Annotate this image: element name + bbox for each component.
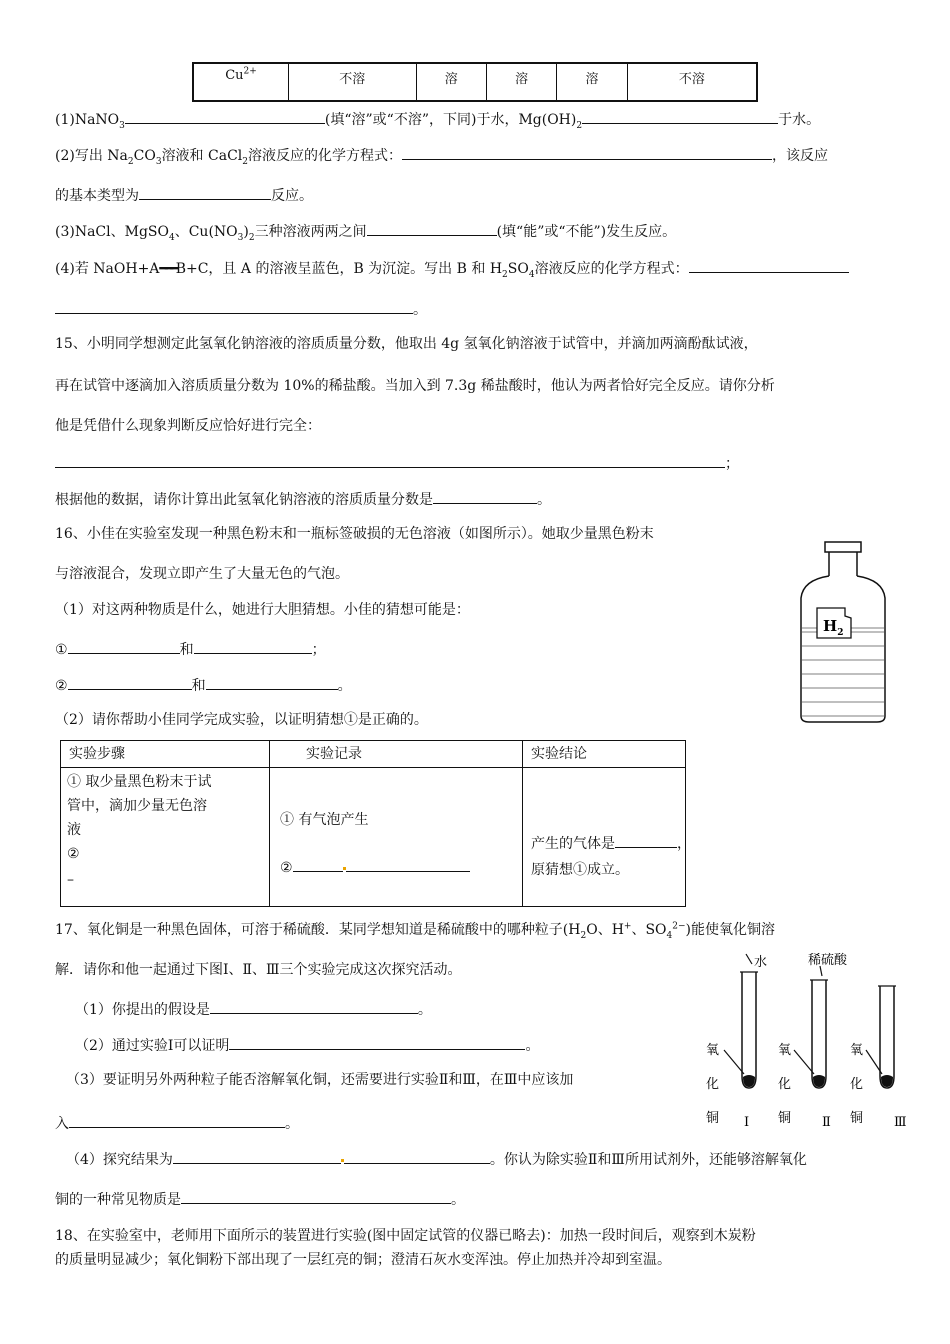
label-roman: Ⅰ: [744, 1115, 750, 1130]
answer-blank[interactable]: [346, 856, 470, 872]
q16-guess1: [55, 638, 326, 660]
subscript: 2: [502, 269, 508, 280]
answer-blank[interactable]: [689, 257, 849, 273]
q17-part3: （3）要证明另外两种粒子能否溶解氧化铜，还需要进行实验Ⅱ和Ⅲ，在Ⅲ中应该加: [66, 1072, 574, 1088]
answer-blank[interactable]: [210, 998, 418, 1014]
text: (1)NaNO: [55, 112, 120, 128]
text: (2)写出 Na: [55, 148, 128, 164]
answer-blank[interactable]: [181, 1188, 451, 1204]
subscript: 3: [237, 232, 244, 243]
answer-blank[interactable]: [68, 674, 192, 690]
subscript: 4: [528, 269, 535, 280]
text: ①: [55, 642, 68, 658]
label-water: 水: [754, 955, 768, 970]
text: 。你认为除实验Ⅱ和Ⅲ所用试剂外，还能够溶解氧化: [489, 1152, 807, 1168]
text: 铜的一种常见物质是: [55, 1192, 181, 1208]
subscript: 4: [168, 232, 175, 243]
text: （4）探究结果为: [66, 1152, 173, 1168]
test-tube-3: [850, 986, 907, 1130]
text: （2）通过实验Ⅰ可以证明: [75, 1038, 230, 1054]
record-line-2: [280, 856, 470, 880]
conclusion-line-1: [531, 832, 691, 856]
superscript: +: [623, 921, 632, 932]
q17-part4: [66, 1148, 807, 1170]
reaction-arrow: ━━━: [159, 261, 176, 277]
q15-line1: 15、小明同学想测定此氢氧化钠溶液的溶质质量分数，他取出 4g 氢氧化钠溶液于试管中，并滴加两滴酚酞试液，: [55, 336, 758, 352]
text: (4)若 NaOH+A: [55, 261, 160, 277]
answer-blank[interactable]: [55, 298, 413, 314]
subscript: 3: [155, 156, 162, 167]
step-line: 液: [67, 822, 81, 838]
text: 和: [179, 642, 194, 658]
q17-line2: 解．请你和他一起通过下图Ⅰ、Ⅱ、Ⅲ三个实验完成这次探究活动。: [55, 962, 462, 978]
solubility-cell: 溶: [416, 63, 486, 101]
text: 三种溶液两两之间: [254, 224, 367, 240]
q14-part2: [55, 144, 828, 166]
label-cuo: 氧: [850, 1043, 864, 1058]
text: O、H: [586, 922, 624, 938]
text: B+C，且 A 的溶液呈蓝色，B 为沉淀。写出 B 和 H: [175, 261, 503, 277]
text: ，该反应: [772, 148, 828, 164]
subscript: 2: [127, 156, 134, 167]
answer-blank[interactable]: [68, 638, 180, 654]
text: ；: [311, 642, 326, 658]
text: ②: [280, 860, 293, 876]
text: 于水。: [778, 112, 821, 128]
solubility-cell: 不溶: [289, 63, 417, 101]
answer-blank[interactable]: [615, 832, 677, 848]
step-line: 管中，滴加少量无色溶: [67, 798, 207, 814]
q16-line3: （1）对这两种物质是什么，她进行大胆猜想。小佳的猜想可能是：: [55, 602, 470, 618]
text: 。: [417, 1002, 432, 1018]
text: 溶液和 CaCl: [161, 148, 243, 164]
answer-blank[interactable]: [344, 1148, 490, 1164]
answer-blank[interactable]: [194, 638, 312, 654]
q14-part3: [55, 220, 676, 242]
text: （1）你提出的假设是: [75, 1002, 210, 1018]
text: ；: [725, 456, 739, 472]
q16-line2: 与溶液混合，发现立即产生了大量无色的气泡。: [55, 566, 349, 582]
answer-blank[interactable]: [55, 452, 725, 468]
label-cuo: 化: [850, 1077, 864, 1092]
label-acid: 稀硫酸: [808, 953, 848, 968]
test-tube-2: [778, 952, 848, 1130]
solubility-cell: 不溶: [627, 63, 757, 101]
answer-blank[interactable]: [69, 1112, 285, 1128]
text: (填“溶”或“不溶”，下同)于水，Mg(OH): [324, 112, 577, 128]
label-cuo: 化: [778, 1077, 792, 1092]
q17-part3-cont: [55, 1112, 299, 1134]
q16-guess2: [55, 674, 352, 696]
test-tube-figure: [700, 950, 920, 1135]
solubility-cell: 溶: [486, 63, 556, 101]
q14-part4: [55, 257, 849, 279]
answer-blank[interactable]: [206, 674, 338, 690]
experiment-table: [60, 740, 691, 907]
subscript: 2: [576, 120, 583, 131]
text: 反应。: [271, 188, 313, 204]
text: ，: [677, 836, 691, 852]
answer-blank[interactable]: [173, 1148, 341, 1164]
col-header-record: 实验记录: [270, 741, 523, 768]
text: 溶液反应的化学方程式：: [248, 148, 402, 164]
text: 溶液反应的化学方程式：: [534, 261, 689, 277]
q17-part2: [75, 1034, 539, 1056]
test-tube-1: [706, 954, 767, 1130]
answer-blank[interactable]: [433, 488, 537, 504]
bottle-stopper: [825, 542, 861, 552]
conclusion-line-2: 原猜想①成立。: [531, 862, 629, 878]
ion-symbol: Cu: [225, 68, 244, 83]
subscript: 4: [666, 930, 673, 941]
label-cuo: 氧: [706, 1043, 720, 1058]
label-roman: Ⅱ: [822, 1115, 831, 1130]
text: SO: [507, 261, 529, 277]
ion-cell: [193, 63, 289, 101]
text: 、Cu(NO: [174, 224, 238, 240]
label-roman: Ⅲ: [894, 1115, 907, 1130]
q18-line2: 的质量明显减少；氧化铜粉下部出现了一层红亮的铜；澄清石灰水变浑浊。停止加热并冷却到室温。: [55, 1252, 671, 1268]
q17-part1: [75, 998, 432, 1020]
text: 、SO: [631, 922, 667, 938]
superscript: 2−: [672, 921, 686, 932]
text: (填“能”或“不能”)发生反应。: [496, 224, 677, 240]
record-cell: [270, 768, 523, 907]
subscript: 3: [119, 120, 125, 131]
label-cuo: 氧: [778, 1043, 792, 1058]
text: 17、氧化铜是一种黑色固体，可溶于稀硫酸．某同学想知道是稀硫酸中的哪种粒子(H: [55, 922, 581, 938]
q14-part4-cont: [55, 298, 427, 320]
bottle-body: [801, 576, 885, 722]
text: )能使氧化铜溶: [685, 922, 776, 938]
conclusion-cell: [523, 768, 691, 907]
answer-blank[interactable]: [139, 184, 271, 200]
text: CO: [133, 148, 156, 164]
answer-blank[interactable]: [125, 108, 325, 124]
q15-line2: 再在试管中逐滴加入溶质质量分数为 10%的稀盐酸。当加入到 7.3g 稀盐酸时，他认为两者恰好完全反应。请你分析: [55, 378, 775, 394]
text: ): [243, 224, 249, 240]
text: 入: [55, 1116, 69, 1132]
q17-line1: [55, 920, 775, 940]
record-line-1: ① 有气泡产生: [280, 812, 369, 828]
q17-part5: [55, 1188, 465, 1210]
label-cuo: 铜: [706, 1111, 720, 1126]
text: 。: [525, 1038, 540, 1054]
label-cuo: 铜: [778, 1111, 792, 1126]
bottle-label-text: $H_2$: [823, 617, 844, 638]
q16-line6: （2）请你帮助小佳同学完成实验，以证明猜想①是正确的。: [55, 712, 428, 728]
answer-blank[interactable]: [293, 856, 343, 872]
q18-line1: 18、在实验室中，老师用下面所示的装置进行实验(图中固定试管的仪器已略去)：加热一段时间后，观察到木炭粉: [55, 1228, 756, 1244]
col-header-conclusion: 实验结论: [523, 741, 686, 768]
solubility-cell: 溶: [557, 63, 627, 101]
q15-line3: 他是凭借什么现象判断反应恰好进行完全：: [55, 418, 321, 434]
text: (3)NaCl、MgSO: [55, 224, 169, 240]
reagent-bottle-figure: [795, 540, 891, 724]
answer-blank[interactable]: [402, 144, 772, 160]
answer-blank[interactable]: [582, 108, 778, 124]
col-header-steps: 实验步骤: [61, 741, 270, 768]
q15-line5: [55, 488, 551, 510]
step-line: ① 取少量黑色粉末于试: [67, 774, 212, 790]
q14-part1: [55, 108, 820, 130]
answer-blank[interactable]: [229, 1034, 525, 1050]
text: 。: [285, 1116, 299, 1132]
text: 。: [451, 1192, 465, 1208]
q15-answer-line: [55, 452, 739, 474]
label-cuo: 铜: [850, 1111, 864, 1126]
ion-charge: 2+: [243, 66, 257, 77]
q14-part2-cont: [55, 184, 313, 206]
text: 根据他的数据，请你计算出此氢氧化钠溶液的溶质质量分数是: [55, 492, 433, 508]
subscript: 2: [248, 232, 255, 243]
text: 。: [337, 678, 352, 694]
text: 的基本类型为: [55, 188, 139, 204]
text: 。: [537, 492, 551, 508]
steps-cell: [61, 768, 270, 907]
solubility-table-row: [192, 62, 758, 102]
text: 和: [191, 678, 206, 694]
text: ②: [55, 678, 68, 694]
text: 。: [413, 302, 427, 318]
label-cuo: 化: [706, 1077, 720, 1092]
subscript: 2: [242, 156, 248, 167]
q16-line1: 16、小佳在实验室发现一种黑色粉末和一瓶标签破损的无色溶液（如图所示）。她取少量黑色粉末: [55, 526, 654, 542]
step-line: ②: [67, 846, 80, 862]
answer-blank[interactable]: [367, 220, 497, 236]
subscript: 2: [580, 930, 587, 941]
text: 产生的气体是: [531, 836, 615, 852]
step-line: –: [67, 872, 74, 888]
